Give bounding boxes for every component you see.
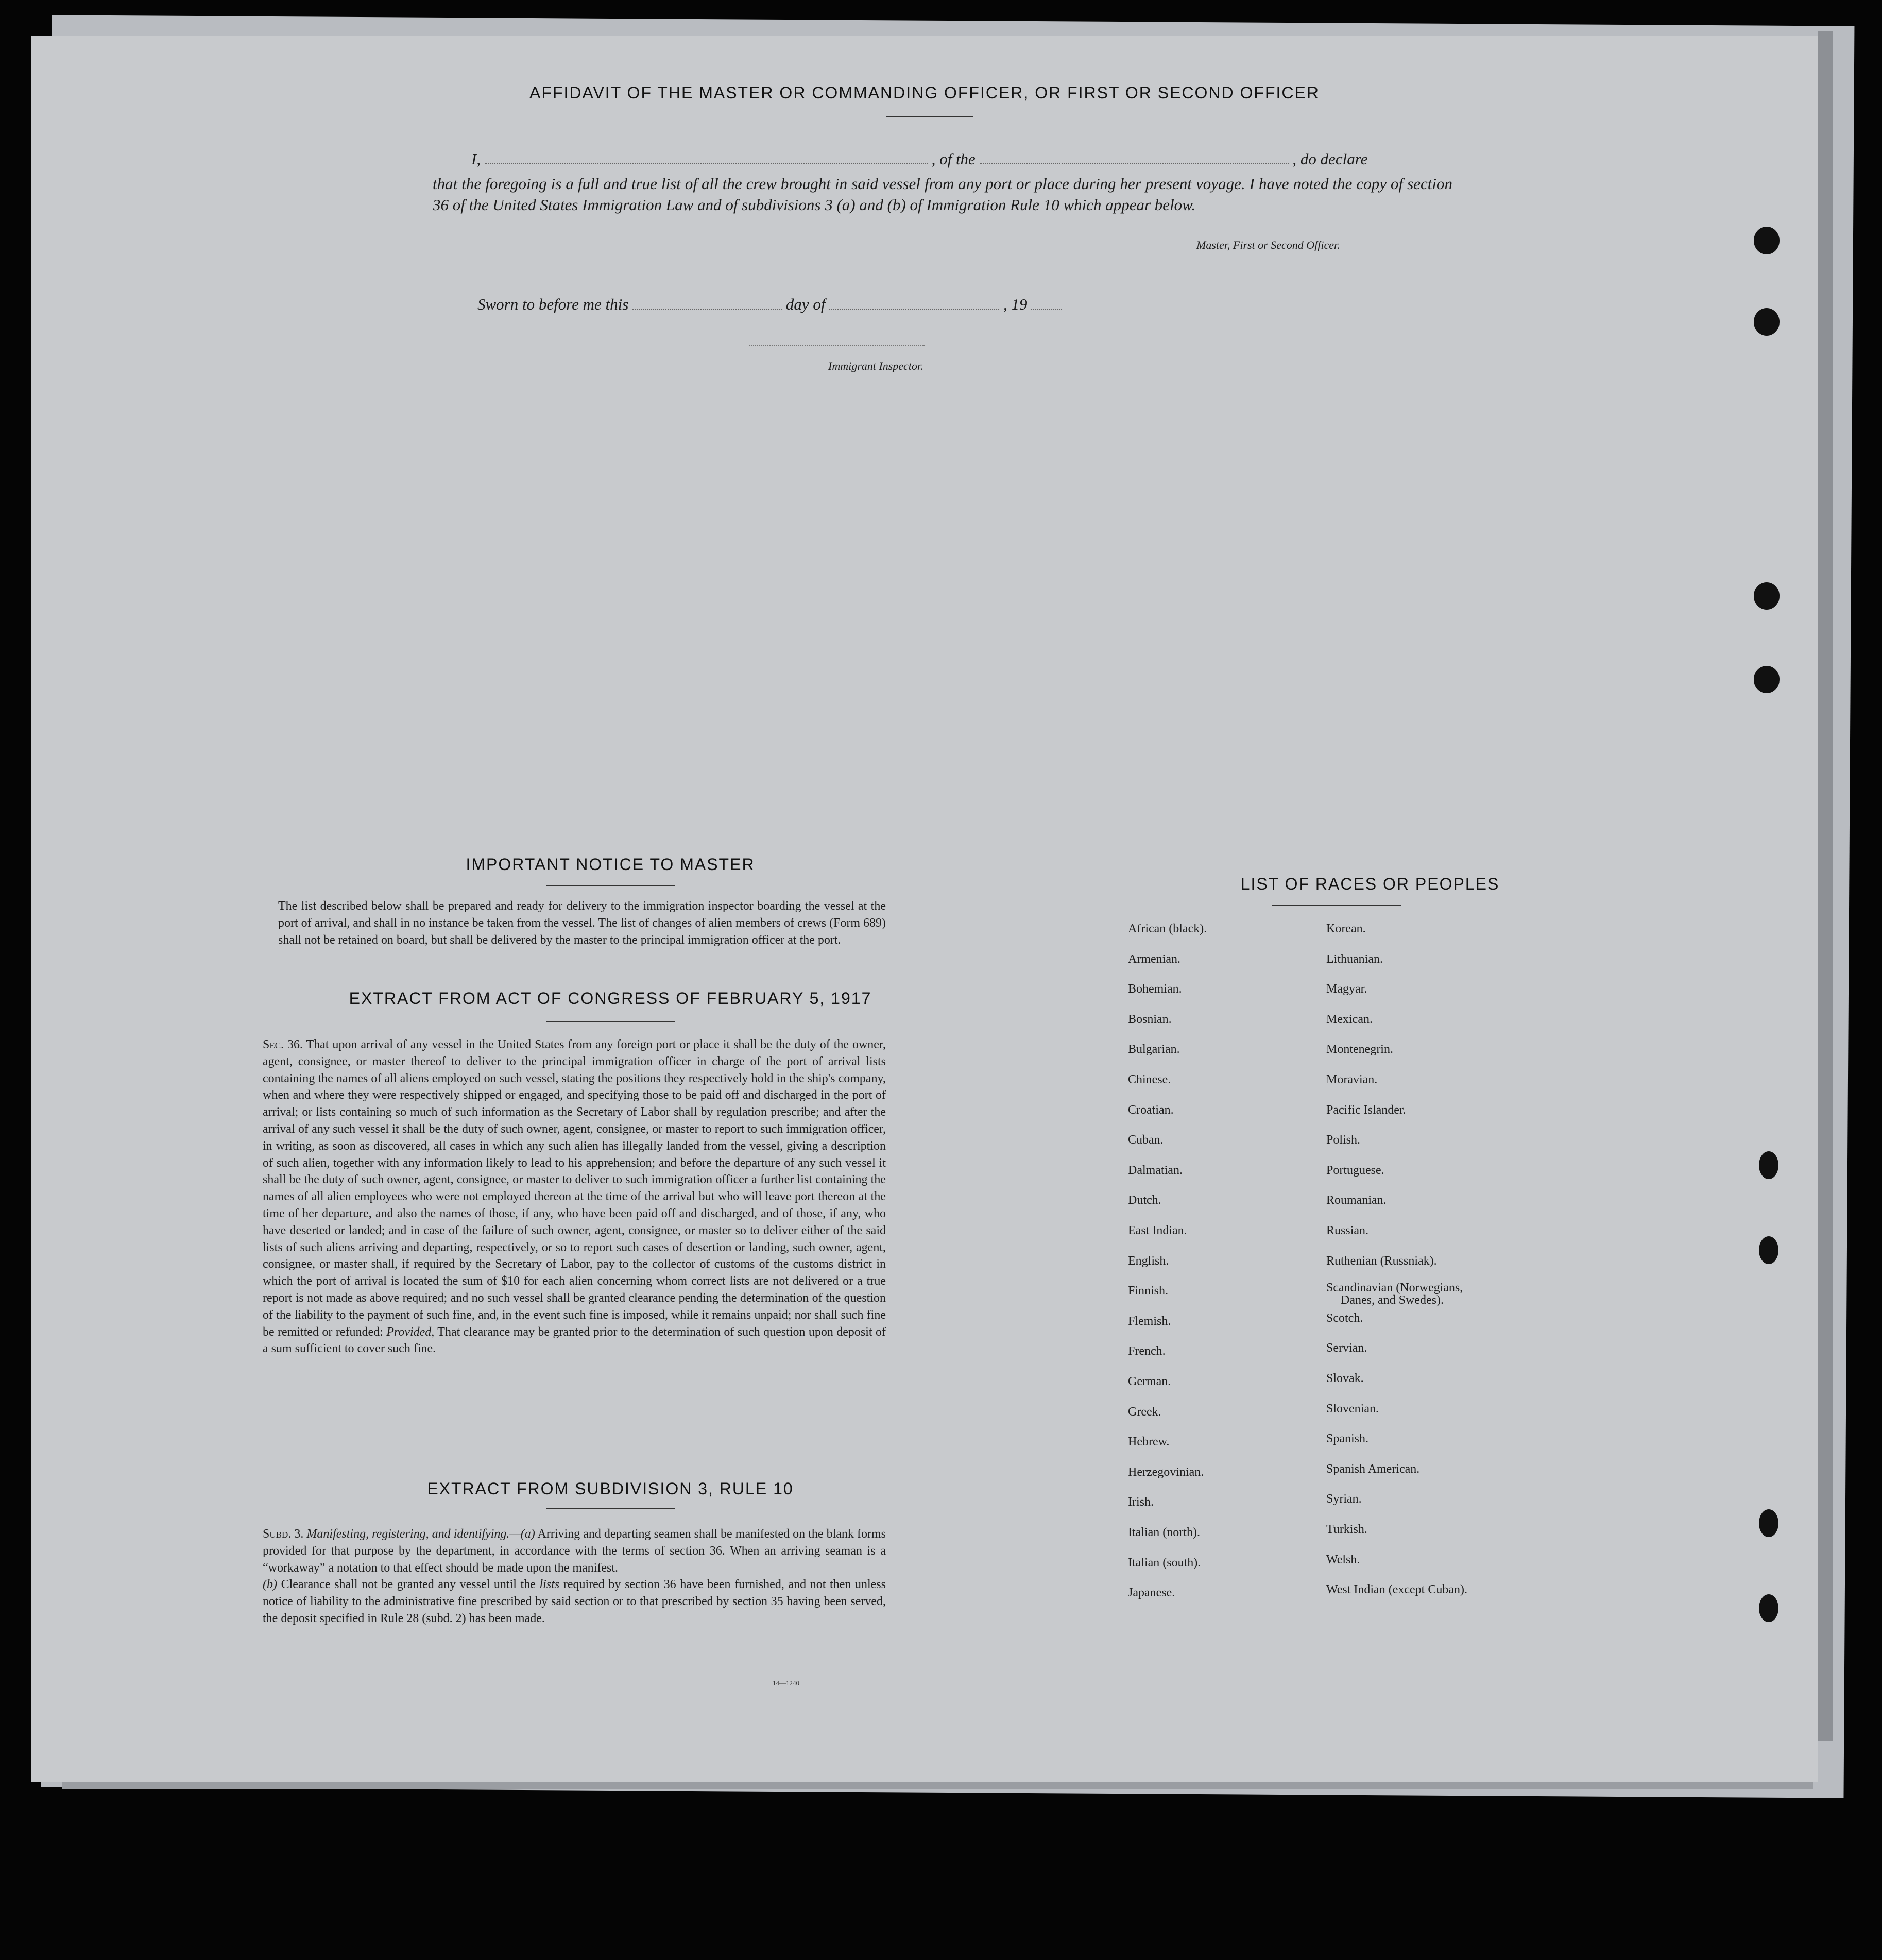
- race-item: Chinese.: [1128, 1073, 1171, 1086]
- race-item: Bohemian.: [1128, 982, 1182, 996]
- race-item: Welsh.: [1326, 1553, 1360, 1566]
- section-text-end: That clearance may be granted prior to the determination of such question upon deposit of a sum sufficient to cover such fine.: [263, 1325, 886, 1356]
- sheet-edge-right: [1818, 31, 1833, 1741]
- race-item: Pacific Islander.: [1326, 1103, 1406, 1117]
- day-blank[interactable]: [632, 296, 782, 310]
- race-item: Cuban.: [1128, 1133, 1164, 1147]
- race-item: German.: [1128, 1375, 1171, 1388]
- inspector-signature-line[interactable]: [749, 345, 925, 346]
- race-item: Dutch.: [1128, 1194, 1161, 1207]
- affidavit-paragraph: that the foregoing is a full and true list of all the crew brought in said vessel from any port or place during her present voyage. I have noted the copy of section 36 of the United States Immigration Law and of subdivisions 3 (a) and (b) of Immigration Rule 10 which appear below.: [433, 175, 1452, 214]
- race-item: Japanese.: [1128, 1586, 1175, 1599]
- affidavit-title: AFFIDAVIT OF THE MASTER OR COMMANDING OFFICER, OR FIRST OR SECOND OFFICER: [529, 83, 1320, 102]
- subd-heading: Manifesting, registering, and identifying.: [306, 1527, 510, 1541]
- race-item: English.: [1128, 1254, 1169, 1268]
- punch-hole: [1754, 227, 1780, 254]
- punch-hole: [1754, 666, 1780, 693]
- affidavit-i: I,: [471, 150, 481, 168]
- sworn-day-of: day of: [785, 295, 826, 313]
- races-title: LIST OF RACES OR PEOPLES: [1240, 875, 1500, 893]
- race-item: Mexican.: [1326, 1013, 1373, 1026]
- race-item: Bosnian.: [1128, 1013, 1172, 1026]
- act-extract-text: [263, 1036, 886, 1357]
- punch-hole: [1754, 582, 1780, 610]
- race-item: Irish.: [1128, 1495, 1154, 1509]
- part-a-text: Arriving and departing seamen shall be manifested on the blank forms provided for that purpose by the department, in accordance with the terms of section 36. When an arriving seaman is a “workaway” a notation to that effect should be made upon the manifest.: [263, 1527, 886, 1575]
- signature-label: Master, First or Second Officer.: [1196, 238, 1340, 251]
- race-item: Scandinavian (Norwegians,: [1326, 1281, 1463, 1294]
- punch-hole: [1759, 1594, 1778, 1622]
- race-item: Flemish.: [1128, 1315, 1171, 1328]
- race-item: Italian (south).: [1128, 1556, 1201, 1570]
- name-blank[interactable]: [485, 151, 928, 164]
- subd-label: Subd. 3.: [263, 1527, 304, 1541]
- notice-title: IMPORTANT NOTICE TO MASTER: [466, 855, 755, 874]
- race-item: French.: [1128, 1344, 1166, 1358]
- race-item: Slovak.: [1326, 1372, 1364, 1385]
- race-item: Syrian.: [1326, 1492, 1362, 1506]
- form-number: 14—1240: [773, 1679, 799, 1687]
- race-item: Finnish.: [1128, 1284, 1169, 1298]
- race-item: African (black).: [1128, 922, 1207, 935]
- race-item: Slovenian.: [1326, 1402, 1379, 1416]
- vessel-blank[interactable]: [980, 151, 1289, 164]
- punch-hole: [1759, 1509, 1778, 1537]
- punch-hole: [1759, 1151, 1778, 1179]
- section-label: Sec. 36.: [263, 1038, 303, 1051]
- rule-extract-title: EXTRACT FROM SUBDIVISION 3, RULE 10: [427, 1479, 794, 1498]
- punch-hole: [1759, 1236, 1778, 1264]
- race-item: Italian (north).: [1128, 1526, 1200, 1539]
- affidavit-title-rule: [886, 116, 973, 117]
- race-item: Hebrew.: [1128, 1435, 1170, 1448]
- notice-text: The list described below shall be prepared and ready for delivery to the immigration inspector boarding the vessel at the port of arrival, and shall in no instance be taken from the vessel. The list of changes of alien members of crews (Form 689) shall not be retained on board, but shall be delivered by the master to the principal immigration officer at the port.: [278, 899, 886, 947]
- manifest-page: [31, 36, 1818, 1782]
- affidavit-of-the: , of the: [931, 150, 976, 168]
- act-extract-title-rule: [546, 1021, 675, 1022]
- race-item: Korean.: [1326, 922, 1366, 935]
- race-item: Moravian.: [1326, 1073, 1378, 1086]
- race-item: Roumanian.: [1326, 1194, 1387, 1207]
- part-b-text-1: Clearance shall not be granted any vessel until the: [281, 1578, 536, 1592]
- race-item: West Indian (except Cuban).: [1326, 1583, 1467, 1596]
- act-extract-title: EXTRACT FROM ACT OF CONGRESS OF FEBRUARY 5, 1917: [349, 989, 872, 1008]
- race-item: Magyar.: [1326, 982, 1367, 996]
- race-item: Dalmatian.: [1128, 1164, 1183, 1177]
- race-item: Greek.: [1128, 1405, 1161, 1419]
- part-b-lists: lists: [539, 1578, 560, 1592]
- sworn-year: , 19: [1003, 295, 1028, 313]
- race-item: Russian.: [1326, 1224, 1369, 1237]
- race-item: Turkish.: [1326, 1523, 1367, 1536]
- affidavit-first-line: [471, 148, 1367, 170]
- race-item: East Indian.: [1128, 1224, 1187, 1237]
- race-item: Croatian.: [1128, 1103, 1174, 1117]
- affidavit-do-declare: , do declare: [1292, 150, 1368, 168]
- part-b-label: (b): [263, 1578, 277, 1592]
- part-a-label: —(a): [509, 1527, 535, 1541]
- race-item: Herzegovinian.: [1128, 1465, 1204, 1479]
- month-blank[interactable]: [829, 296, 999, 310]
- race-item: Scotch.: [1326, 1311, 1363, 1325]
- inspector-label: Immigrant Inspector.: [828, 360, 923, 372]
- race-item: Danes, and Swedes).: [1341, 1293, 1444, 1307]
- race-item: Ruthenian (Russniak).: [1326, 1254, 1437, 1268]
- punch-hole: [1754, 308, 1780, 336]
- sworn-prefix: Sworn to before me this: [477, 295, 629, 313]
- provided-word: Provided,: [386, 1325, 435, 1339]
- race-item: Bulgarian.: [1128, 1043, 1180, 1056]
- race-item: Lithuanian.: [1326, 952, 1383, 966]
- race-item: Polish.: [1326, 1133, 1361, 1147]
- rule-extract-text: [263, 1526, 886, 1627]
- rule-extract-title-rule: [546, 1508, 675, 1509]
- race-item: Portuguese.: [1326, 1164, 1384, 1177]
- race-item: Spanish American.: [1326, 1462, 1420, 1476]
- sworn-line: [477, 294, 1062, 315]
- race-item: Servian.: [1326, 1341, 1367, 1355]
- year-blank[interactable]: [1031, 296, 1062, 310]
- section-text: That upon arrival of any vessel in the United States from any foreign port or place it shall be the duty of the owner, agent, consignee, or master thereof to deliver to the principal immigration officer in charge of the port of arrival lists containing the names of all aliens employed on such vessel, stating the positions they respectively hold in the ship's company, when and where they were respectively shipped or engaged, and specifying those to be paid off and discharged in the port of arrival; or lists containing so much of such information as the Secretary of Labor shall by regulation prescribe; and after the arrival of any such vessel it shall be the duty of such owner, agent, consignee, or master to report to such immigration officer, in writing, as soon as discovered, all cases in which any such alien has illegally landed from the vessel, giving a description of such alien, together with any information likely to lead to his apprehension; and before the departure of any such vessel it shall be the duty of such owner, agent, consignee, or master to deliver to such immigration officer a further list containing the names of all alien employees who were not employed thereon at the time of the arrival but who will leave port thereon at the time of her departure, and also the names of those, if any, who have been paid off and discharged, and of those, if any, who have deserted or landed; and in case of the failure of such owner, agent, consignee, or master so to deliver either of the said lists of such aliens arriving and departing, respectively, or so to report such cases of desertion or landing, such owner, agent, consignee, or master shall, if required by the Secretary of Labor, pay to the collector of customs of the customs district in which the port of arrival is located the sum of $10 for each alien concerning whom correct lists are not delivered or a true report is not made as above required; and no such vessel shall be granted clearance pending the determination of the question of the liability to the payment of such fine, and, in the event such fine is imposed, while it remains unpaid; nor shall such fine be remitted or refunded:: [263, 1038, 886, 1339]
- race-item: Montenegrin.: [1326, 1043, 1393, 1056]
- notice-title-rule: [546, 885, 675, 886]
- race-item: Armenian.: [1128, 952, 1180, 966]
- part-b-text-2: required by section 36 have been furnished, and not then unless notice of liability to the administrative fine prescribed by said section or to that prescribed by section 35 having been served, the deposit specified in Rule 28 (subd. 2) has been made.: [263, 1578, 886, 1625]
- races-title-rule: [1272, 905, 1401, 906]
- race-item: Spanish.: [1326, 1432, 1369, 1445]
